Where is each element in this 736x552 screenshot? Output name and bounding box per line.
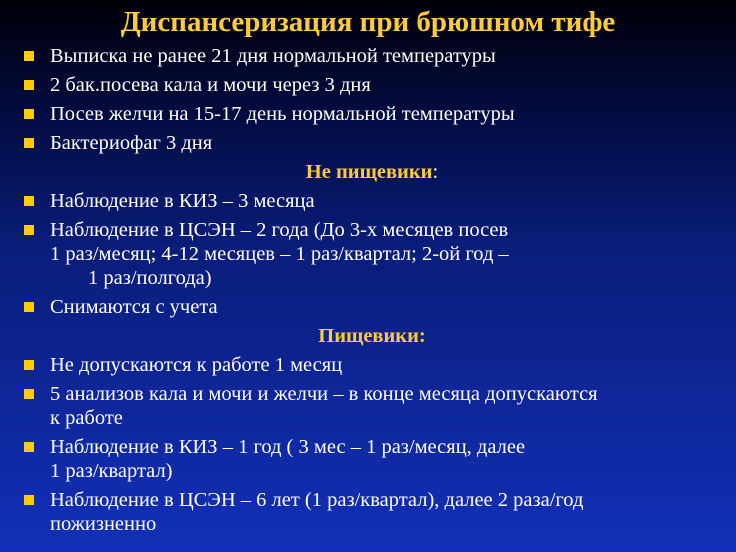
list-item bbox=[22, 295, 722, 319]
item-text: Снимаются с учета bbox=[50, 296, 218, 318]
item-text: Выписка не ранее 21 дня нормальной температуры bbox=[50, 45, 496, 67]
square-bullet-icon bbox=[24, 138, 34, 148]
item-text: Наблюдение в КИЗ – 3 месяца bbox=[50, 190, 315, 212]
list-item bbox=[22, 102, 722, 126]
item-text-line: 1 раз/месяц; 4-12 месяцев – 1 раз/квартал; 2-ой год – bbox=[50, 243, 509, 265]
list-item bbox=[22, 131, 722, 155]
list-item bbox=[22, 73, 722, 97]
list-item bbox=[22, 218, 722, 290]
section-heading-food-workers: Пищевики: bbox=[318, 325, 426, 347]
square-bullet-icon bbox=[24, 389, 34, 399]
square-bullet-icon bbox=[24, 360, 34, 370]
list-item bbox=[22, 435, 722, 483]
item-text-line: к работе bbox=[50, 407, 123, 429]
slide-title: Диспансеризация при брюшном тифе bbox=[120, 6, 616, 38]
list-item bbox=[22, 488, 722, 536]
item-text: Посев желчи на 15-17 день нормальной температуры bbox=[50, 103, 515, 125]
list-item bbox=[22, 382, 722, 430]
square-bullet-icon bbox=[24, 80, 34, 90]
item-text: 2 бак.посева кала и мочи через 3 дня bbox=[50, 74, 371, 96]
list-item bbox=[22, 353, 722, 377]
item-text: Бактериофаг 3 дня bbox=[50, 132, 213, 154]
item-text: Не допускаются к работе 1 месяц bbox=[50, 354, 343, 376]
item-text-line: 5 анализов кала и мочи и желчи – в конце месяца допускаются bbox=[50, 383, 598, 405]
section-heading-non-food-workers bbox=[22, 160, 722, 184]
item-text-line: 1 раз/квартал) bbox=[50, 460, 173, 482]
square-bullet-icon bbox=[24, 109, 34, 119]
list-item bbox=[22, 189, 722, 213]
square-bullet-icon bbox=[24, 302, 34, 312]
square-bullet-icon bbox=[24, 442, 34, 452]
square-bullet-icon bbox=[24, 196, 34, 206]
slide-content bbox=[22, 44, 722, 541]
list-item bbox=[22, 44, 722, 68]
item-text-line: пожизненно bbox=[50, 513, 157, 535]
square-bullet-icon bbox=[24, 51, 34, 61]
item-text-line: Наблюдение в КИЗ – 1 год ( 3 мес – 1 раз/месяц, далее bbox=[50, 436, 526, 458]
item-text-line: 1 раз/полгода) bbox=[88, 267, 212, 289]
heading-text: Не пищевики bbox=[305, 161, 433, 183]
item-text-line: Наблюдение в ЦСЭН – 2 года (До 3-х месяцев посев bbox=[50, 219, 509, 241]
square-bullet-icon bbox=[24, 495, 34, 505]
square-bullet-icon bbox=[24, 225, 34, 235]
heading-colon: : bbox=[432, 161, 439, 183]
item-text-line: Наблюдение в ЦСЭН – 6 лет (1 раз/квартал), далее 2 раза/год bbox=[50, 489, 584, 511]
